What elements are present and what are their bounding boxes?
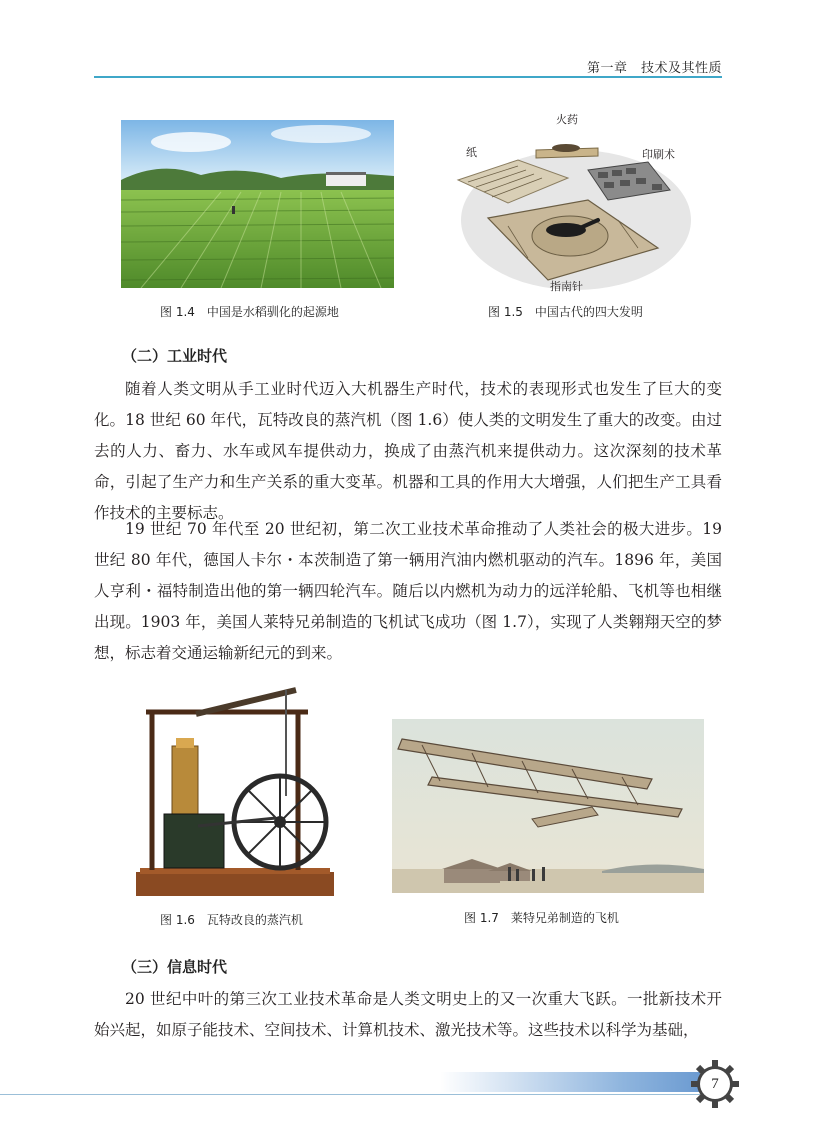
figure-1-6-text: 瓦特改良的蒸汽机: [206, 913, 303, 927]
figure-1-4-text: 中国是水稻驯化的起源地: [206, 305, 339, 319]
figure-1-5-caption: [488, 303, 643, 320]
label-compass: 指南针: [550, 280, 583, 293]
figure-1-5-number: 图 1.5: [488, 305, 523, 319]
figure-1-7-caption: [464, 909, 619, 926]
section-3-paragraph-1: 20 世纪中叶的第三次工业技术革命是人类文明史上的又一次重大飞跃。一批新技术开始兴起，如原子能技术、空间技术、计算机技术、激光技术等。这些技术以科学为基础，: [94, 990, 722, 1039]
figure-1-4-caption: [160, 303, 339, 320]
wright-flyer-image: [392, 719, 704, 893]
section-2-heading: （二）工业时代: [122, 347, 228, 365]
label-paper: 纸: [466, 146, 477, 159]
figure-1-6-caption: [160, 911, 303, 928]
footer-band: [440, 1072, 700, 1092]
header-rule: [94, 76, 722, 78]
section-3-heading: （三）信息时代: [122, 958, 228, 976]
four-inventions-image: [448, 108, 706, 298]
footer-rule: [0, 1094, 700, 1095]
label-printing: 印刷术: [642, 148, 675, 161]
rice-paddy-image: [121, 120, 394, 288]
figure-1-7-text: 莱特兄弟制造的飞机: [510, 911, 619, 925]
section-2-paragraph-1: 随着人类文明从手工业时代迈入大机器生产时代，技术的表现形式也发生了巨大的变化。18 世纪 60 年代，瓦特改良的蒸汽机（图 1.6）使人类的文明发生了重大的改变。由过去的人力、畜力、水车或风车提供动力，换成了由蒸汽机来提供动力。这次深刻的技术革命，引起了生产力和生产关系的重大变革。机器和工具的作用大大增强，人们把生产工具看作技术的主要标志。: [94, 380, 722, 522]
page-number: 7: [711, 1076, 719, 1092]
section-2-paragraph-2: 19 世纪 70 年代至 20 世纪初，第二次工业技术革命推动了人类社会的极大进步。19 世纪 80 年代，德国人卡尔・本茨制造了第一辆用汽油内燃机驱动的汽车。1896 年，美国人亨利・福特制造出他的第一辆四轮汽车。随后以内燃机为动力的远洋轮船、飞机等也相继出现。1903 年，美国人莱特兄弟制造的飞机试飞成功（图 1.7），实现了人类翱翔天空的梦想，标志着交通运输新纪元的到来。: [94, 520, 722, 662]
chapter-title: 第一章 技术及其性质: [586, 61, 722, 76]
figure-1-6-number: 图 1.6: [160, 913, 195, 927]
figure-1-4-number: 图 1.4: [160, 305, 195, 319]
steam-engine-image: [136, 686, 334, 898]
figure-1-7-number: 图 1.7: [464, 911, 499, 925]
figure-1-5-text: 中国古代的四大发明: [534, 305, 643, 319]
label-gunpowder: 火药: [556, 113, 578, 126]
